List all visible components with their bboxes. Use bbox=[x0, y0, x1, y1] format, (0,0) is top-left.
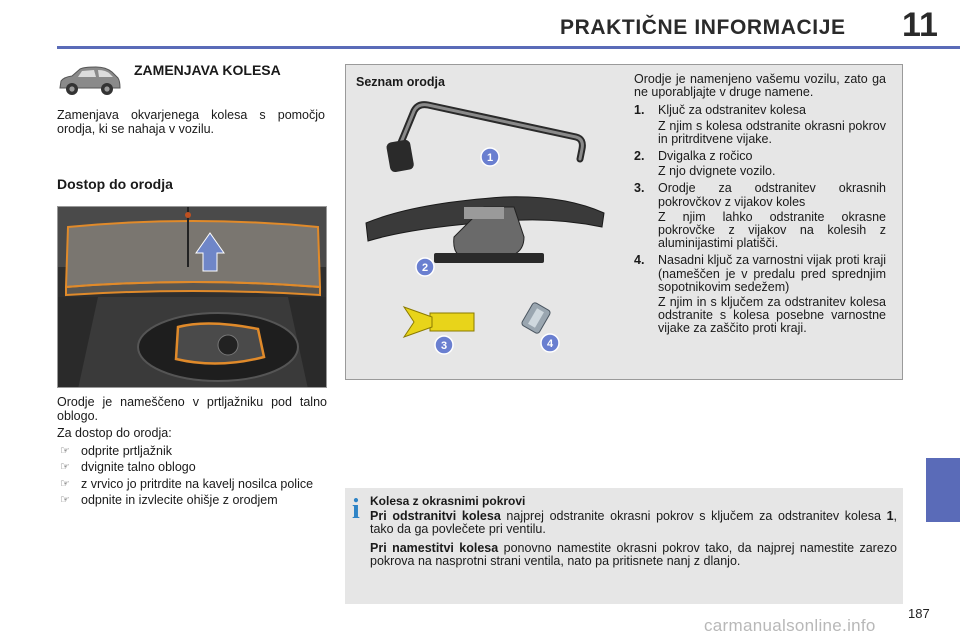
callout-2 bbox=[416, 258, 434, 276]
callout-3 bbox=[435, 336, 453, 354]
section-intro: Zamenjava okvarjenega kolesa s pomočjo orodja, ki se nahaja v vozilu. bbox=[57, 108, 325, 136]
page-number: 187 bbox=[908, 606, 930, 621]
tools-heading: Seznam orodja bbox=[356, 75, 445, 89]
info-icon: i bbox=[352, 494, 360, 525]
info-heading: Kolesa z okrasnimi pokrovi bbox=[370, 494, 526, 508]
tool-detail: Z njo dvignete vozilo. bbox=[658, 164, 776, 179]
tools-illustration bbox=[354, 95, 616, 377]
tool-detail: Z njim s kolesa odstranite okrasni pokrov in pritrditvene vijake. bbox=[658, 118, 886, 146]
trim-remover-image bbox=[404, 307, 474, 337]
hand-pointer-icon: ☞ bbox=[60, 461, 70, 473]
steps-list bbox=[57, 445, 327, 508]
list-item: 2. Dvigalka z ročico bbox=[634, 149, 753, 164]
list-item: ☞ z vrvico jo pritrdite na kavelj nosilca police bbox=[60, 476, 314, 491]
hand-pointer-icon: ☞ bbox=[60, 477, 70, 490]
svg-text:4: 4 bbox=[546, 338, 554, 350]
chapter-title: PRAKTIČNE INFORMACIJE bbox=[560, 16, 846, 39]
svg-text:1: 1 bbox=[486, 152, 494, 164]
list-item: ☞ dvignite talno oblogo bbox=[60, 460, 196, 474]
trunk-illustration bbox=[58, 207, 327, 388]
tools-lead: Orodje je namenjeno vašemu vozilu, zato ga ne uporabljajte v druge namene. bbox=[634, 72, 886, 100]
tool-detail: Z njim in s ključem za odstranitev kolesa odstranite s kolesa posebne varnostne vijake za zaščito proti kraji. bbox=[658, 295, 886, 336]
info-paragraph-fitting: Pri namestitvi kolesa ponovno namestite okrasni pokrov tako, da najprej namestite zarezo pokrova na nasprotni strani ventila, nato pa pritisnete nanj z dlanjo. bbox=[370, 540, 897, 568]
jack-image bbox=[366, 197, 604, 263]
svg-text:2: 2 bbox=[421, 262, 429, 274]
list-item: 4. Nasadni ključ za varnostni vijak proti kraji (nameščen je v predalu pred sprednjim sopotnikovim sedežem) bbox=[634, 253, 886, 294]
access-instructions bbox=[57, 396, 327, 511]
car-icon bbox=[56, 64, 122, 96]
info-text bbox=[370, 510, 897, 573]
callout-1 bbox=[481, 148, 499, 166]
tool-detail: Z njim lahko odstranite okrasne pokrovčke z vijakov na kolesih z aluminijastimi platišči. bbox=[658, 209, 886, 251]
list-item: ☞ odprite prtljažnik bbox=[60, 443, 173, 458]
info-paragraph-removal: Pri odstranitvi kolesa najprej odstranite okrasni pokrov s ključem za odstranitev kolesa 1, tako da ga povlečete pri ventilu. bbox=[370, 509, 897, 537]
steps-intro: Za dostop do orodja: bbox=[57, 426, 172, 440]
watermark: carmanualsonline.info bbox=[704, 616, 876, 635]
hand-pointer-icon: ☞ bbox=[60, 444, 70, 457]
trunk-photo bbox=[57, 206, 327, 388]
list-item: 3. Orodje za odstranitev okrasnih pokrovčkov z vijakov koles bbox=[634, 181, 886, 209]
access-subtitle: Dostop do orodja bbox=[57, 176, 173, 192]
tools-panel bbox=[345, 64, 903, 380]
info-panel bbox=[345, 488, 903, 604]
header-rule bbox=[57, 46, 960, 49]
chapter-side-tab bbox=[926, 458, 960, 522]
hand-pointer-icon: ☞ bbox=[60, 494, 70, 506]
list-item: ☞ odpnite in izvlecite ohišje z orodjem bbox=[60, 493, 278, 507]
list-item: 1. Ključ za odstranitev kolesa bbox=[634, 103, 806, 118]
svg-text:3: 3 bbox=[440, 340, 448, 352]
socket-image bbox=[521, 302, 551, 335]
chapter-number: 11 bbox=[902, 6, 938, 44]
tools-description bbox=[634, 73, 886, 340]
location-text: Orodje je nameščeno v prtljažniku pod talno oblogo. bbox=[57, 395, 327, 423]
section-title: ZAMENJAVA KOLESA bbox=[134, 62, 281, 78]
callout-4 bbox=[541, 334, 559, 352]
